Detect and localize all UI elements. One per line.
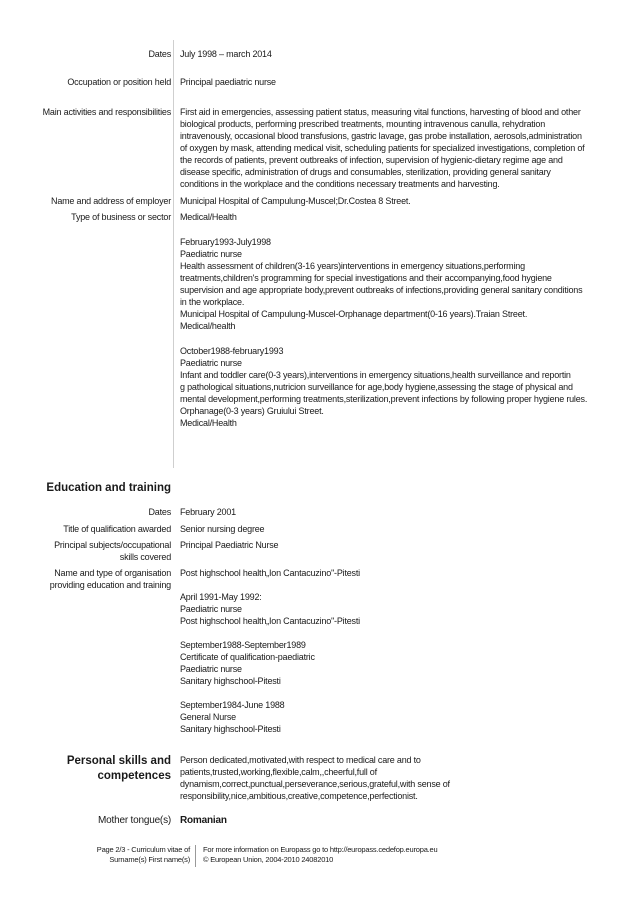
- text-line: the records of patients, prevent outbreaks of infection, supervision of hygienic-dietary regime age and: [180, 155, 563, 165]
- work-employer-label: Name and address of employer: [51, 196, 171, 206]
- text-line: Sanitary highschool-Pitesti: [180, 676, 281, 686]
- work-activities-label: Main activities and responsibilities: [42, 107, 171, 117]
- text-line: Paediatric nurse: [180, 604, 242, 614]
- text-line: Medical/health: [180, 321, 236, 331]
- text-line: General Nurse: [180, 712, 236, 722]
- footer-line: Page 2/3 - Curriculum vitae of: [96, 845, 190, 854]
- education-section-title: Education and training: [46, 482, 171, 494]
- work-dates-label: Dates: [148, 49, 171, 59]
- education-org-text: [180, 567, 605, 735]
- text-line: in the workplace.: [180, 297, 245, 307]
- text-line: dynamism,correct,punctual,perseverance,serious,grateful,with sense of: [180, 779, 450, 789]
- education-qualification-label: Title of qualification awarded: [63, 524, 171, 534]
- mother-tongue-label: Mother tongue(s): [98, 815, 171, 826]
- section-title-line: Personal skills and: [66, 755, 171, 767]
- footer-page-info: [97, 845, 190, 865]
- skills-text: [180, 754, 605, 802]
- text-line: Post highschool health„Ion Cantacuzino''-Pitesti: [180, 616, 360, 626]
- work-employer-value: Municipal Hospital of Campulung-Muscel;Dr.Costea 8 Street.: [180, 196, 411, 206]
- text-line: September1984-June 1988: [180, 700, 285, 710]
- text-line: First aid in emergencies, assessing patient status, measuring vital functions, harvesting of blood and other: [180, 107, 581, 117]
- work-occupation-value: Principal paediatric nurse: [180, 77, 276, 87]
- work-business-text: [180, 211, 605, 429]
- text-line: Municipal Hospital of Campulung-Muscel-Orphanage department(0-16 years).Traian Street.: [180, 309, 528, 319]
- text-line: Paediatric nurse: [180, 249, 242, 259]
- text-line: Health assessment of children(3-16 years)interventions in emergency situations,performing: [180, 261, 525, 271]
- education-qualification-value: Senior nursing degree: [180, 524, 265, 534]
- education-dates-label: Dates: [148, 507, 171, 517]
- footer-line: For more information on Europass go to http://europass.cedefop.europa.eu: [203, 845, 438, 854]
- text-line: Infant and toddler care(0-3 years),interventions in emergency situations,health surveillance and reportin: [180, 370, 571, 380]
- text-line: mental development,performing treatments,sterilization,prevent infections by following proper hygiene rules.: [180, 394, 588, 404]
- education-dates-value: February 2001: [180, 507, 236, 517]
- work-occupation-label: Occupation or position held: [67, 77, 171, 87]
- text-line: biological products, performing prescribed treatments, mounting intravenous canulla, rehydration: [180, 119, 546, 129]
- text-line: Medical/Health: [180, 212, 237, 222]
- text-line: Person dedicated,motivated,with respect to medical care and to: [180, 755, 421, 765]
- text-line: February1993-July1998: [180, 237, 271, 247]
- text-line: disease specific, administration of drugs and consumables, sterilization, providing general sanitary: [180, 167, 551, 177]
- mother-tongue-value: Romanian: [180, 815, 227, 826]
- education-subjects-label: [54, 539, 171, 563]
- footer-line: Surname(s) First name(s): [109, 855, 190, 864]
- text-line: treatments,children's programming for special investigations and their accompanying,food hygiene: [180, 273, 552, 283]
- label-line: Principal subjects/occupational: [54, 540, 171, 550]
- text-line: supervision and age appropriate body,prevent outbreaks of infections,providing general sanitary conditions: [180, 285, 583, 295]
- text-line: Medical/Health: [180, 418, 237, 428]
- work-activities-text: [180, 106, 605, 190]
- work-business-label: Type of business or sector: [71, 212, 171, 222]
- text-line: g pathological situations,nutricion surveillance for age,body hygiene,assessing the stage of physical and: [180, 382, 573, 392]
- label-line: skills covered: [119, 552, 171, 562]
- education-subjects-value: Principal Paediatric Nurse: [180, 540, 279, 550]
- footer-europass-info: [203, 845, 438, 865]
- label-line: providing education and training: [49, 580, 171, 590]
- text-line: Paediatric nurse: [180, 664, 242, 674]
- label-line: Name and type of organisation: [54, 568, 171, 578]
- text-line: Sanitary highschool-Pitesti: [180, 724, 281, 734]
- text-line: September1988-September1989: [180, 640, 306, 650]
- text-line: responsibility,nice,ambitious,creative,competence,perfectionist.: [180, 791, 418, 801]
- skills-section-title: [67, 754, 171, 784]
- text-line: patients,trusted,working,flexible,calm,,cheerful,full of: [180, 767, 377, 777]
- text-line: of oxygen by mask, attending medical visit, scheduling patients for specialized investigations, completion of: [180, 143, 585, 153]
- footer-divider: [195, 845, 196, 867]
- text-line: intravenously, occasional blood transfusions, gastric lavage, gas probe installation, aerosols,administration: [180, 131, 582, 141]
- text-line: Certificate of qualification-paediatric: [180, 652, 315, 662]
- text-line: April 1991-May 1992:: [180, 592, 262, 602]
- column-divider: [173, 40, 174, 468]
- text-line: Post highschool health„Ion Cantacuzino''-Pitesti: [180, 568, 360, 578]
- section-title-line: competences: [97, 770, 171, 782]
- education-org-label: [50, 567, 171, 591]
- text-line: Paediatric nurse: [180, 358, 242, 368]
- footer-line: © European Union, 2004-2010 24082010: [203, 855, 334, 864]
- text-line: October1988-february1993: [180, 346, 284, 356]
- work-dates-value: July 1998 – march 2014: [180, 49, 272, 59]
- text-line: conditions in the workplace and the conditions necessary treatments and harvesting.: [180, 179, 500, 189]
- text-line: Orphanage(0-3 years) Gruiului Street.: [180, 406, 324, 416]
